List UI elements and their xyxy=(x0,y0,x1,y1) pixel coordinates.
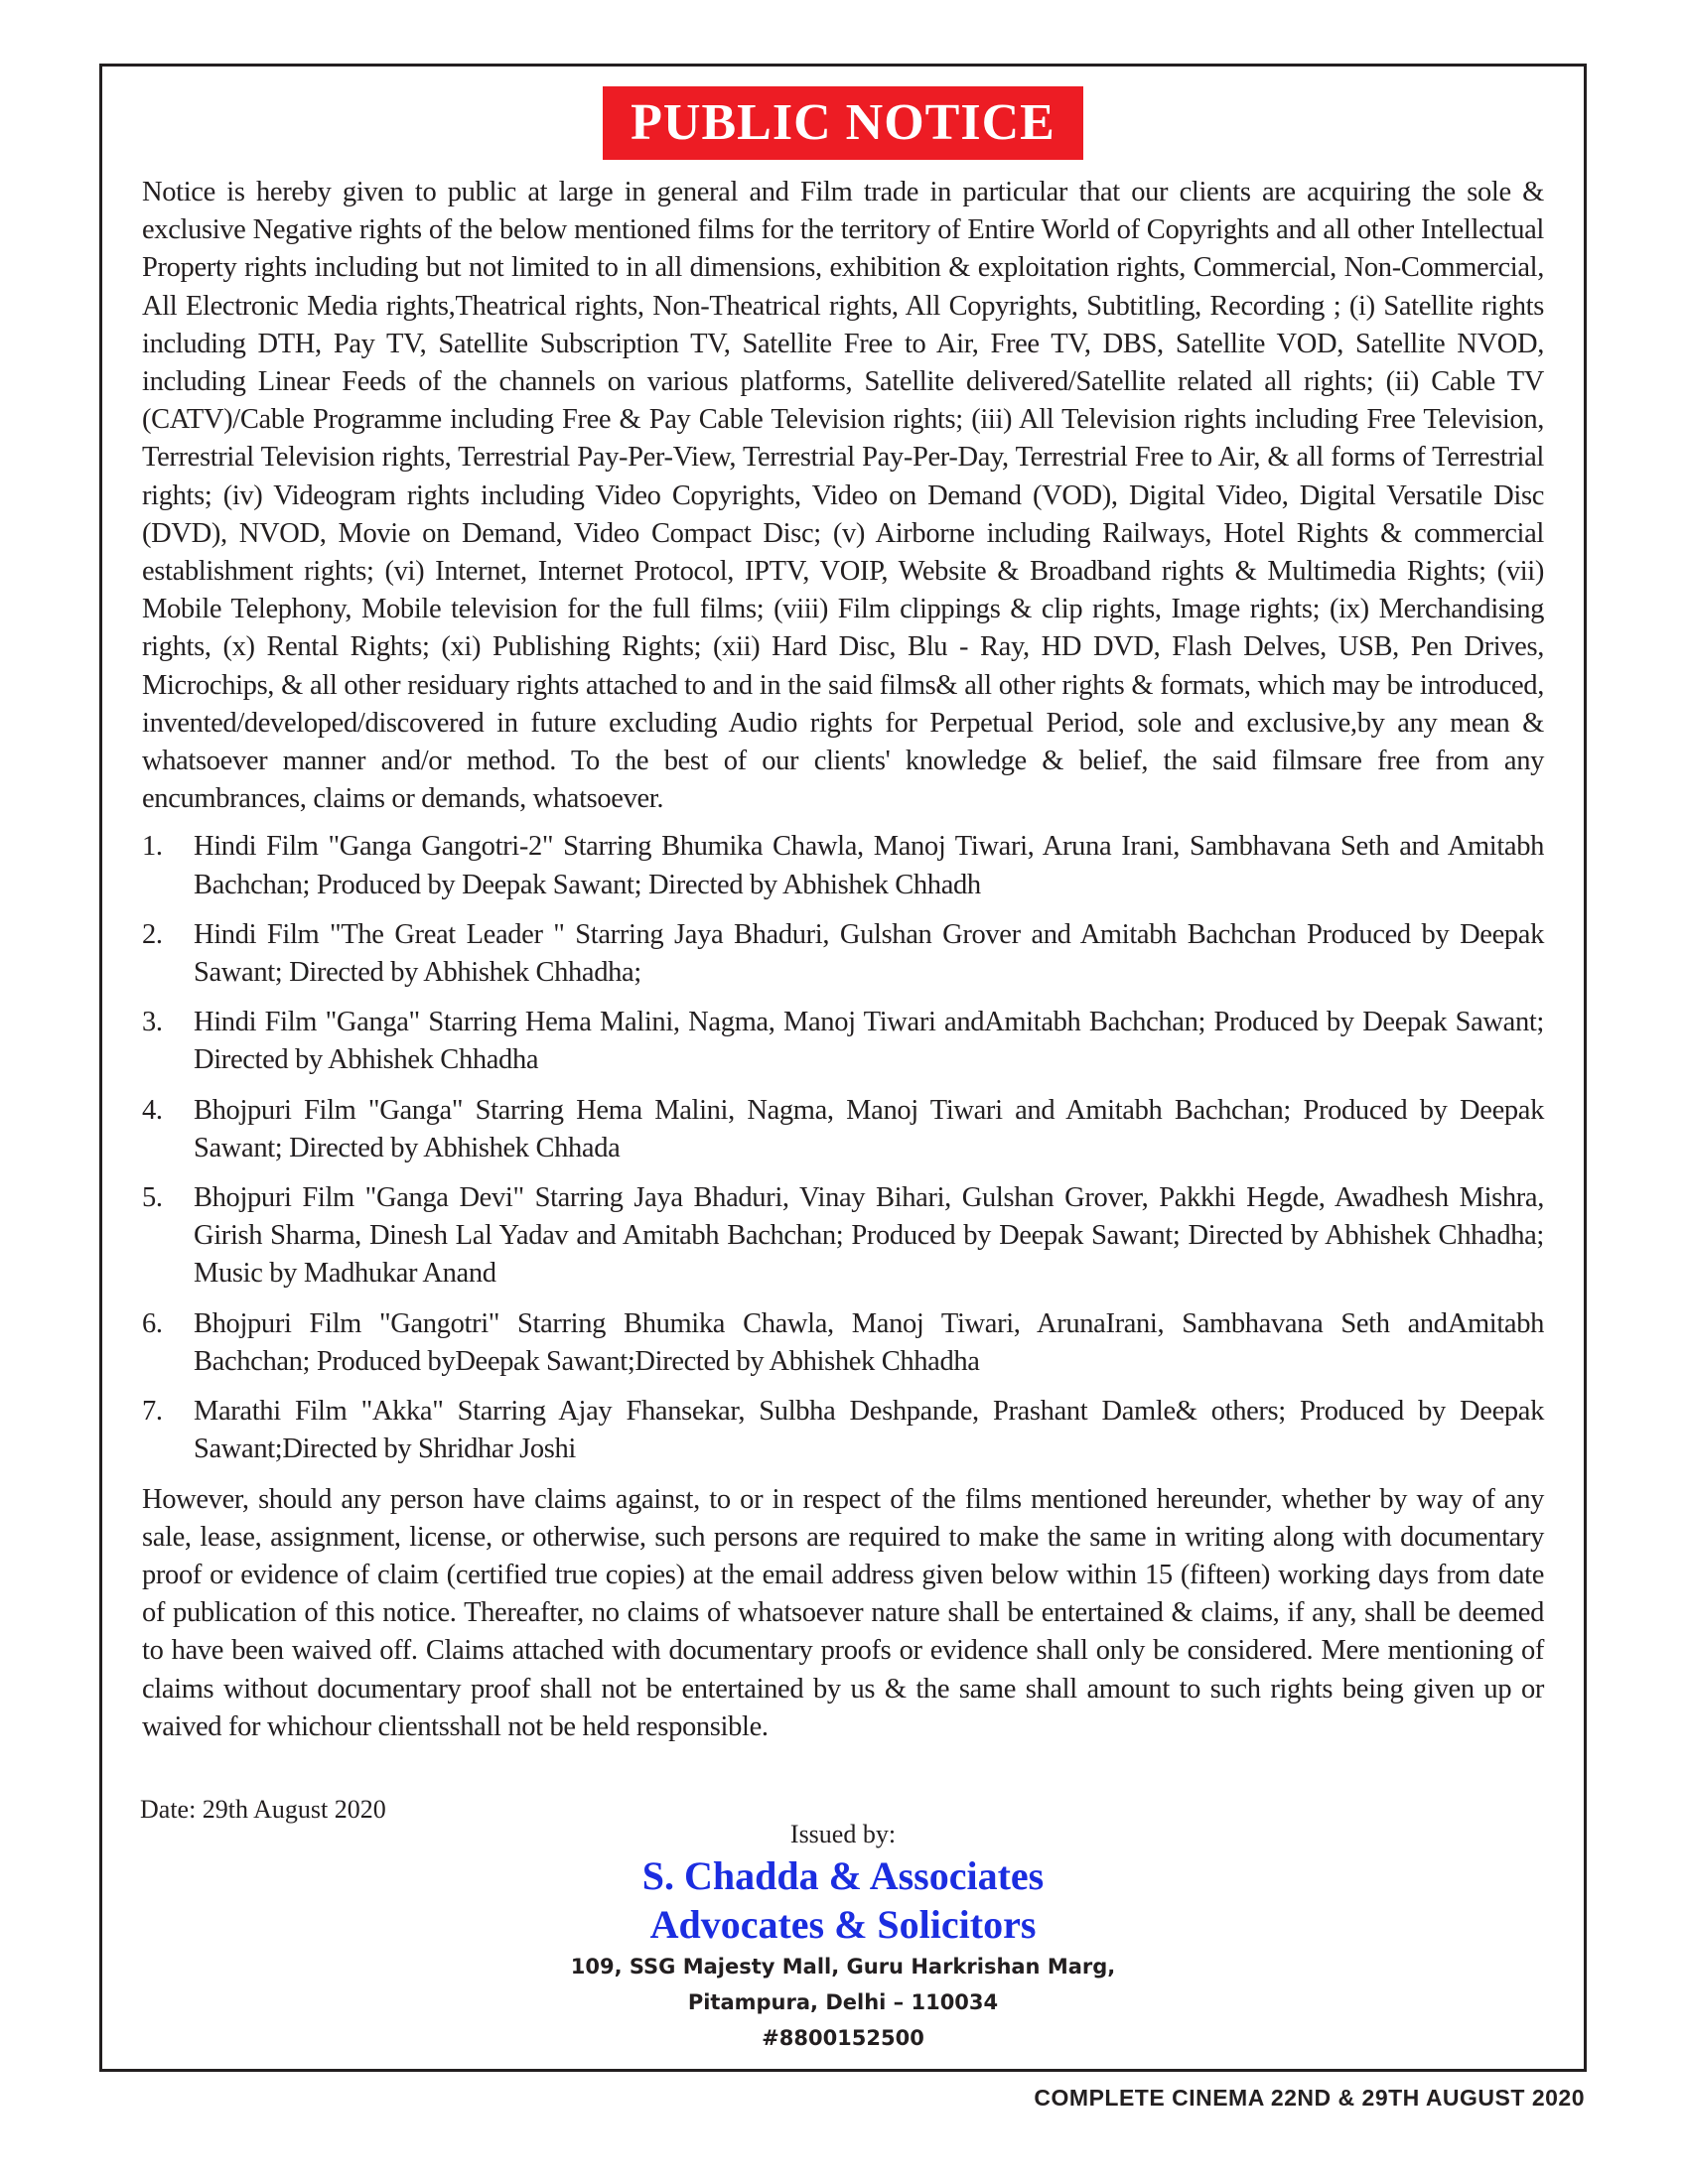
film-description: Bhojpuri Film "Ganga Devi" Starring Jaya Bhaduri, Vinay Bihari, Gulshan Grover, Pakkhi Hegde, Awadhesh Mishra, Girish Sharma, Dinesh Lal Yadav and Amitabh Bachchan; Produced by Deepak Sawant; Directed by Abhishek Chhadha; Music by Madhukar Anand xyxy=(194,1182,1544,1290)
film-item xyxy=(142,1305,1544,1381)
address-line-1: 109, SSG Majesty Mall, Guru Harkrishan Marg, xyxy=(570,1955,1116,1979)
issued-by-label: Issued by: xyxy=(789,1820,897,1848)
film-item xyxy=(142,1092,1544,1167)
issuer-block xyxy=(102,1818,1584,2056)
notice-date: Date: 29th August 2020 xyxy=(140,1795,386,1824)
notice-title: PUBLIC NOTICE xyxy=(603,86,1083,160)
film-number: 6. xyxy=(142,1307,163,1339)
film-number: 3. xyxy=(142,1007,163,1038)
film-description: Hindi Film "The Great Leader " Starring Jaya Bhaduri, Gulshan Grover and Amitabh Bachchan Produced by Deepak Sawant; Directed by Abhishek Chhadha; xyxy=(194,918,1544,989)
claims-paragraph: However, should any person have claims against, to or in respect of the films mentioned hereunder, whether by way of any sale, lease, assignment, license, or otherwise, such persons are required to make the same in writing along with documentary proof or evidence of claim (certified true copies) at the email address given below within 15 (fifteen) working days from date of publication of this notice. Thereafter, no claims of whatsoever nature shall be entertained & claims, if any, shall be deemed to have been waived off. Claims attached with documentary proofs or evidence shall only be considered. Mere mentioning of claims without documentary proof shall not be entertained by us & the same shall amount to such rights being given up or waived for whichour clientsshall not be held responsible. xyxy=(142,1483,1544,1742)
address-line-2: Pitampura, Delhi – 110034 xyxy=(687,1990,999,2014)
film-description: Marathi Film "Akka" Starring Ajay Fhansekar, Sulbha Deshpande, Prashant Damle& others; Produced by Deepak Sawant;Directed by Shridhar Joshi xyxy=(194,1396,1544,1465)
film-number: 1. xyxy=(142,831,163,863)
film-list xyxy=(142,828,1544,1468)
intro-paragraph: Notice is hereby given to public at large in general and Film trade in particular that our clients are acquiring the sole & exclusive Negative rights of the below mentioned films for the territory of Entire World of Copyrights and all other Intellectual Property rights including but not limited to in all dimensions, exhibition & exploitation rights, Commercial, Non-Commercial, All Electronic Media rights,Theatrical rights, Non-Theatrical rights, All Copyrights, Subtitling, Recording ; (i) Satellite rights including DTH, Pay TV, Satellite Subscription TV, Satellite Free to Air, Free TV, DBS, Satellite VOD, Satellite NVOD, including Linear Feeds of the channels on various platforms, Satellite delivered/Satellite related all rights; (ii) Cable TV (CATV)/Cable Programme including Free & Pay Cable Television rights; (iii) All Television rights including Free Television, Terrestrial Television rights, Terrestrial Pay-Per-View, Terrestrial Pay-Per-Day, Terrestrial Free to Air, & all forms of Terrestrial rights; (iv) Videogram rights including Video Copyrights, Video on Demand (VOD), Digital Video, Digital Versatile Disc (DVD), NVOD, Movie on Demand, Video Compact Disc; (v) Airborne including Railways, Hotel Rights & commercial establishment rights; (vi) Internet, Internet Protocol, IPTV, VOIP, Website & Broadband rights & Multimedia Rights; (vii) Mobile Telephony, Mobile television for the full films; (viii) Film clippings & clip rights, Image rights; (ix) Merchandising rights, (x) Rental Rights; (xi) Publishing Rights; (xii) Hard Disc, Blu - Ray, HD DVD, Flash Delves, USB, Pen Drives, Microchips, & all other residuary rights attached to and in the said films& all other rights & formats, which may be introduced, invented/developed/discovered in future excluding Audio rights for Perpetual Period, sole and exclusive,by any mean & whatsoever manner and/or method. To the best of our clients' knowledge & belief, the said filmsare free from any encumbrances, claims or demands, whatsoever. xyxy=(142,177,1544,815)
firm-subtitle: Advocates & Solicitors xyxy=(649,1902,1037,1947)
phone-number: #8800152500 xyxy=(762,2026,924,2050)
notice-frame xyxy=(99,64,1587,2072)
film-description: Hindi Film "Ganga" Starring Hema Malini, Nagma, Manoj Tiwari andAmitabh Bachchan; Produced by Deepak Sawant; Directed by Abhishek Chhadha xyxy=(194,1007,1544,1076)
film-number: 4. xyxy=(142,1094,163,1126)
film-description: Bhojpuri Film "Ganga" Starring Hema Malini, Nagma, Manoj Tiwari and Amitabh Bachchan; Produced by Deepak Sawant; Directed by Abhishek Chhada xyxy=(194,1094,1544,1163)
notice-body xyxy=(142,174,1544,1746)
film-item xyxy=(142,1004,1544,1079)
film-item xyxy=(142,1179,1544,1294)
firm-name: S. Chadda & Associates xyxy=(641,1853,1045,1898)
film-description: Hindi Film "Ganga Gangotri-2" Starring Bhumika Chawla, Manoj Tiwari, Aruna Irani, Sambhavana Seth and Amitabh Bachchan; Produced by Deepak Sawant; Directed by Abhishek Chhadh xyxy=(194,831,1544,900)
film-number: 2. xyxy=(142,918,163,950)
publication-footer: COMPLETE CINEMA 22ND & 29TH AUGUST 2020 xyxy=(1034,2085,1585,2111)
film-item xyxy=(142,916,1544,992)
film-item xyxy=(142,1393,1544,1468)
film-item xyxy=(142,828,1544,903)
film-number: 7. xyxy=(142,1396,163,1428)
film-description: Bhojpuri Film "Gangotri" Starring Bhumika Chawla, Manoj Tiwari, ArunaIrani, Sambhavana Seth andAmitabh Bachchan; Produced byDeepak Sawant;Directed by Abhishek Chhadha xyxy=(194,1307,1544,1377)
film-number: 5. xyxy=(142,1182,163,1214)
